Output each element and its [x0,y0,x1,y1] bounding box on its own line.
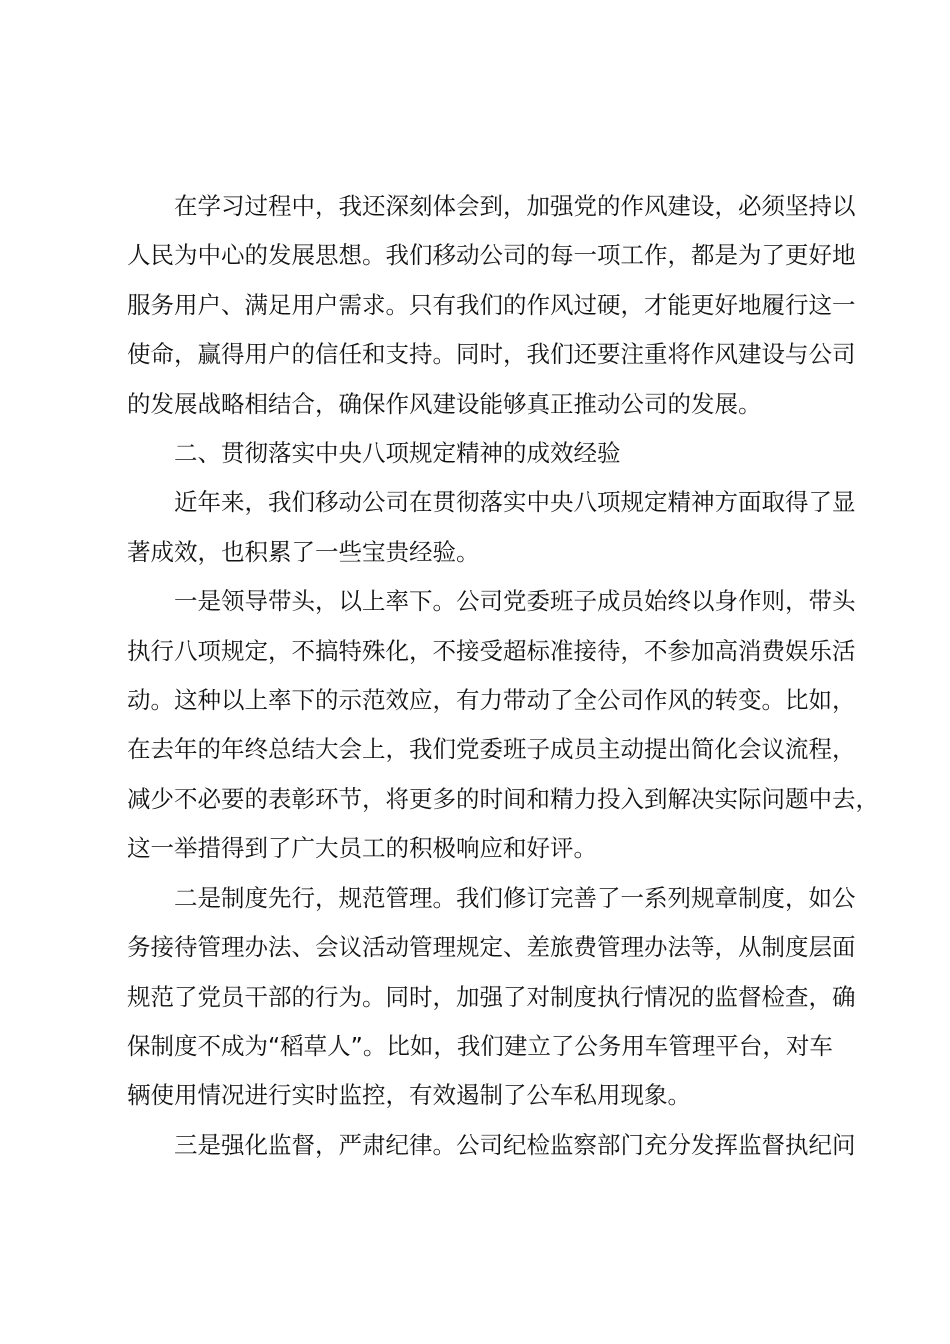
text-line: 这一举措得到了广大员工的积极响应和好评。 [127,834,597,863]
section-heading [127,429,835,478]
text-line: 保制度不成为“稻草人”。比如，我们建立了公务用车管理平台，对车 [127,1031,833,1060]
text-line: 规范了党员干部的行为。同时，加强了对制度执行情况的监督检查，确 [127,982,856,1011]
text-line: 辆使用情况进行实时监控，有效遏制了公车私用现象。 [127,1081,691,1110]
paragraph-3 [127,577,879,873]
text-line: 在去年的年终总结大会上，我们党委班子成员主动提出简化会议流程， [127,735,856,764]
text-line: 使命，赢得用户的信任和支持。同时，我们还要注重将作风建设与公司 [127,340,856,369]
document-body [127,182,879,1170]
heading-line: 二、贯彻落实中央八项规定精神的成效经验 [174,439,621,468]
paragraph-5 [127,1121,856,1170]
text-line: 人民为中心的发展思想。我们移动公司的每一项工作，都是为了更好地 [127,241,856,270]
text-line: 执行八项规定，不搞特殊化，不接受超标准接待，不参加高消费娱乐活 [127,636,856,665]
text-line: 动。这种以上率下的示范效应，有力带动了全公司作风的转变。比如， [127,686,856,715]
text-line: 在学习过程中，我还深刻体会到，加强党的作风建设，必须坚持以 [174,192,856,220]
text-line: 务接待管理办法、会议活动管理规定、差旅费管理办法等，从制度层面 [127,933,856,962]
text-line: 近年来，我们移动公司在贯彻落实中央八项规定精神方面取得了显 [174,488,856,517]
text-line: 著成效，也积累了一些宝贵经验。 [127,537,480,566]
paragraph-1 [127,182,856,429]
paragraph-4 [127,874,856,1121]
text-line: 服务用户、满足用户需求。只有我们的作风过硬，才能更好地履行这一 [127,290,856,319]
text-line: 减少不必要的表彰环节，将更多的时间和精力投入到解决实际问题中去， [127,784,879,813]
text-line: 一是领导带头，以上率下。公司党委班子成员始终以身作则，带头 [174,587,856,616]
text-line: 三是强化监督，严肃纪律。公司纪检监察部门充分发挥监督执纪问 [174,1130,856,1159]
text-line: 二是制度先行，规范管理。我们修订完善了一系列规章制度，如公 [174,883,856,912]
text-line: 的发展战略相结合，确保作风建设能够真正推动公司的发展。 [127,389,762,418]
paragraph-2 [127,478,856,577]
